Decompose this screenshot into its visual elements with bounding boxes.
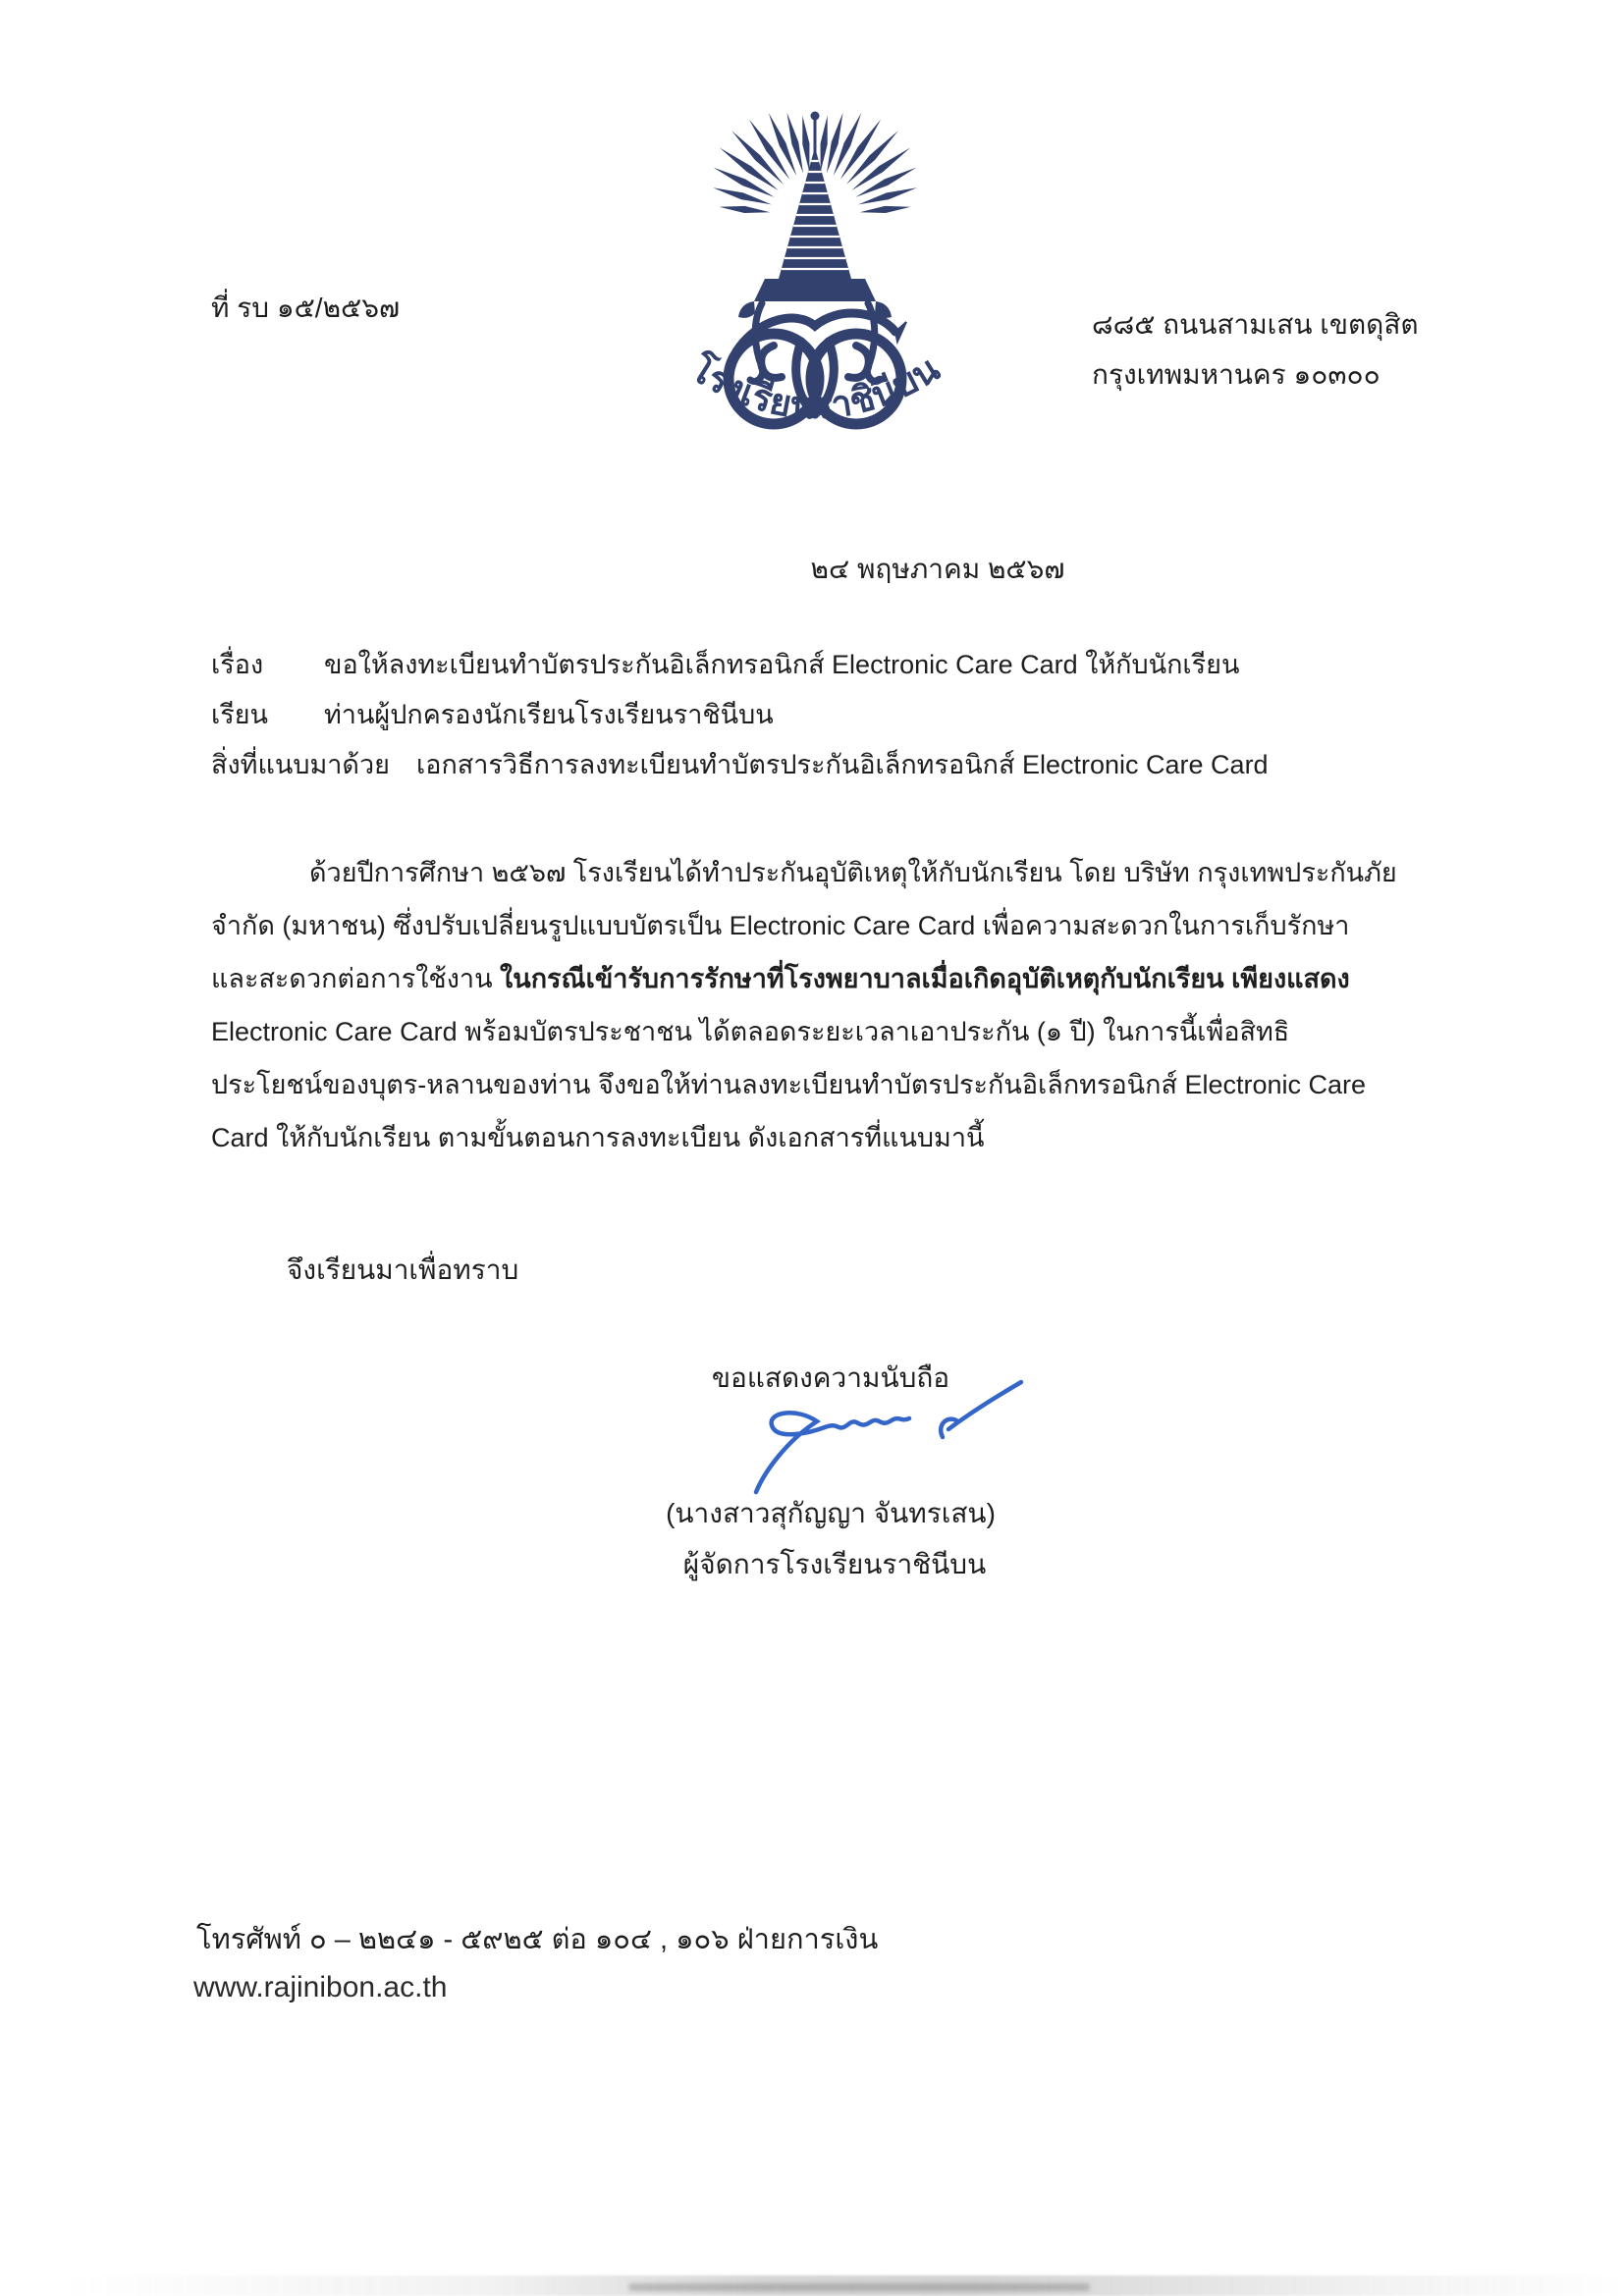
letter-body [211, 846, 1468, 1164]
salutation: ขอแสดงความนับถือ [711, 1362, 950, 1393]
footer-phone: โทรศัพท์ ๐ – ๒๒๔๑ - ๕๙๒๕ ต่อ ๑๐๔ , ๑๐๖ ฝ่ายการเงิน [196, 1924, 879, 1955]
body-line-3 [211, 952, 1468, 1005]
body-line-6: Card ให้กับนักเรียน ตามขั้นตอนการลงทะเบียน ดังเอกสารที่แนบมานี้ [211, 1123, 985, 1152]
closing-line: จึงเรียนมาเพื่อทราบ [287, 1255, 519, 1285]
sender-address [1092, 299, 1419, 400]
signer-name: (นางสาวสุกัญญา จันทรเสน) [666, 1498, 996, 1528]
to-label: เรียน [211, 700, 269, 729]
school-crest-logo [664, 55, 966, 457]
signature [738, 1374, 1062, 1497]
document-number: ที่ รบ ๑๕/๒๕๖๗ [211, 293, 401, 323]
subject-label: เรื่อง [211, 650, 264, 679]
address-line-2: กรุงเทพมหานคร ๑๐๓๐๐ [1092, 359, 1380, 390]
letter-date: ๒๔ พฤษภาคม ๒๕๖๗ [810, 554, 1065, 584]
body-line-1: ด้วยปีการศึกษา ๒๕๖๗ โรงเรียนได้ทำประกันอุบัติเหตุให้กับนักเรียน โดย บริษัท กรุงเทพประกันภัย [309, 858, 1397, 887]
subject-text: ขอให้ลงทะเบียนทำบัตรประกันอิเล็กทรอนิกส์ Electronic Care Card ให้กับนักเรียน [324, 650, 1240, 679]
signature-ink [738, 1374, 1062, 1497]
crest-svg [664, 55, 966, 457]
subject-row [211, 640, 1478, 690]
to-row [211, 690, 1478, 740]
attachment-text: เอกสารวิธีการลงทะเบียนทำบัตรประกันอิเล็กทรอนิกส์ Electronic Care Card [416, 750, 1269, 779]
body-line-5: ประโยชน์ของบุตร-หลานของท่าน จึงขอให้ท่านลงทะเบียนทำบัตรประกันอิเล็กทรอนิกส์ Electronic Care [211, 1070, 1367, 1099]
body-line-3-normal: และสะดวกต่อการใช้งาน [211, 964, 501, 993]
body-line-3-bold: ในกรณีเข้ารับการรักษาที่โรงพยาบาลเมื่อเกิดอุบัติเหตุกับนักเรียน เพียงแสดง [500, 964, 1350, 993]
crest-school-name: โรงเรียนราชินีบน [683, 347, 947, 427]
body-line-4: Electronic Care Card พร้อมบัตรประชาชน ได้ตลอดระยะเวลาเอาประกัน (๑ ปี) ในการนี้เพื่อสิทธิ [211, 1017, 1290, 1046]
footer-website: www.rajinibon.ac.th [193, 1971, 448, 2003]
letter-header-rows [211, 640, 1478, 790]
attachment-row [211, 740, 1478, 790]
scan-bottom-smudge [628, 2283, 1090, 2291]
to-text: ท่านผู้ปกครองนักเรียนโรงเรียนราชินีบน [324, 700, 774, 729]
attachment-label: สิ่งที่แนบมาด้วย [211, 750, 390, 779]
signer-title: ผู้จัดการโรงเรียนราชินีบน [682, 1549, 987, 1579]
body-line-2: จำกัด (มหาชน) ซึ่งปรับเปลี่ยนรูปแบบบัตรเป็น Electronic Care Card เพื่อความสะดวกในการเก็บรักษา [211, 911, 1350, 940]
address-line-1: ๘๘๕ ถนนสามเสน เขตดุสิต [1092, 309, 1419, 340]
